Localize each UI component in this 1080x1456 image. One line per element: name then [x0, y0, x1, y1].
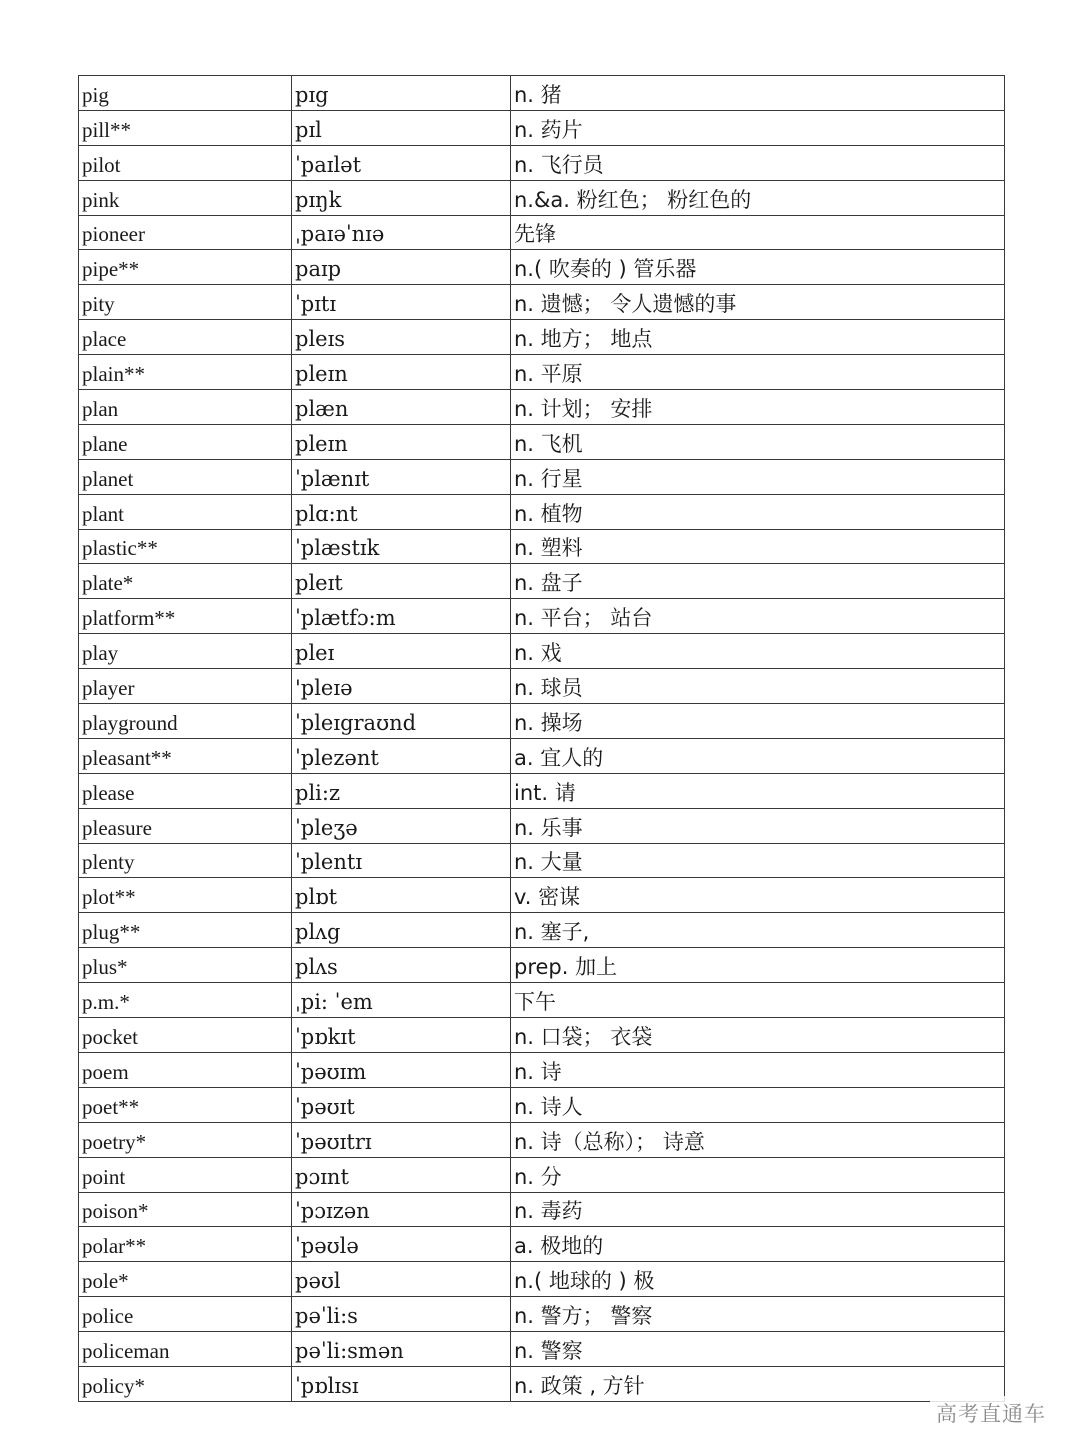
definition-cell: a. 极地的	[511, 1227, 1005, 1262]
definition-cell: n. 口袋； 衣袋	[511, 1018, 1005, 1053]
table-row	[79, 913, 1005, 948]
phonetic-cell: ˌpaɪəˈnɪə	[292, 215, 511, 250]
word-cell: play	[79, 634, 292, 669]
phonetic-cell: pɪg	[292, 76, 511, 111]
phonetic-cell: pɔɪnt	[292, 1157, 511, 1192]
definition-cell: n. 大量	[511, 843, 1005, 878]
table-row	[79, 494, 1005, 529]
table-row	[79, 808, 1005, 843]
word-cell: policeman	[79, 1332, 292, 1367]
phonetic-cell: pleɪs	[292, 320, 511, 355]
word-cell: plant	[79, 494, 292, 529]
phonetic-cell: pleɪn	[292, 424, 511, 459]
word-cell: planet	[79, 459, 292, 494]
table-row	[79, 110, 1005, 145]
word-cell: poetry*	[79, 1122, 292, 1157]
word-cell: plane	[79, 424, 292, 459]
definition-cell: n. 飞行员	[511, 145, 1005, 180]
phonetic-cell: pleɪ	[292, 634, 511, 669]
table-row	[79, 215, 1005, 250]
word-cell: pilot	[79, 145, 292, 180]
phonetic-cell: pli:z	[292, 773, 511, 808]
table-row	[79, 285, 1005, 320]
word-cell: plate*	[79, 564, 292, 599]
definition-cell: n. 乐事	[511, 808, 1005, 843]
word-cell: platform**	[79, 599, 292, 634]
table-row	[79, 1052, 1005, 1087]
definition-cell: n. 地方； 地点	[511, 320, 1005, 355]
phonetic-cell: ˈpaɪlət	[292, 145, 511, 180]
table-row	[79, 878, 1005, 913]
definition-cell: n. 平原	[511, 355, 1005, 390]
table-row	[79, 424, 1005, 459]
table-row	[79, 145, 1005, 180]
word-cell: plan	[79, 390, 292, 425]
word-cell: pioneer	[79, 215, 292, 250]
definition-cell: n. 塞子,	[511, 913, 1005, 948]
table-row	[79, 1262, 1005, 1297]
phonetic-cell: pleɪn	[292, 355, 511, 390]
table-row	[79, 1227, 1005, 1262]
vocabulary-table-body	[79, 76, 1005, 1402]
table-row	[79, 1087, 1005, 1122]
word-cell: pity	[79, 285, 292, 320]
table-row	[79, 1366, 1005, 1401]
table-row	[79, 390, 1005, 425]
definition-cell: n. 诗（总称）； 诗意	[511, 1122, 1005, 1157]
phonetic-cell: pɪl	[292, 110, 511, 145]
definition-cell: n. 球员	[511, 669, 1005, 704]
table-row	[79, 983, 1005, 1018]
table-row	[79, 1332, 1005, 1367]
definition-cell: v. 密谋	[511, 878, 1005, 913]
phonetic-cell: ˈpəʊɪm	[292, 1052, 511, 1087]
definition-cell: n. 警察	[511, 1332, 1005, 1367]
vocabulary-table	[78, 75, 1005, 1402]
word-cell: plastic**	[79, 529, 292, 564]
word-cell: please	[79, 773, 292, 808]
word-cell: plus*	[79, 948, 292, 983]
word-cell: pleasant**	[79, 738, 292, 773]
phonetic-cell: ˈpəʊɪtrɪ	[292, 1122, 511, 1157]
phonetic-cell: plɒt	[292, 878, 511, 913]
phonetic-cell: pəʊl	[292, 1262, 511, 1297]
definition-cell: n. 植物	[511, 494, 1005, 529]
table-row	[79, 599, 1005, 634]
definition-cell: n. 警方； 警察	[511, 1297, 1005, 1332]
definition-cell: n. 戏	[511, 634, 1005, 669]
phonetic-cell: paɪp	[292, 250, 511, 285]
word-cell: pink	[79, 180, 292, 215]
definition-cell: n.&a. 粉红色； 粉红色的	[511, 180, 1005, 215]
word-cell: plot**	[79, 878, 292, 913]
definition-cell: n. 行星	[511, 459, 1005, 494]
word-cell: playground	[79, 704, 292, 739]
definition-cell: n. 药片	[511, 110, 1005, 145]
phonetic-cell: pəˈli:smən	[292, 1332, 511, 1367]
word-cell: p.m.*	[79, 983, 292, 1018]
phonetic-cell: ˈpɪtɪ	[292, 285, 511, 320]
table-row	[79, 320, 1005, 355]
table-row	[79, 704, 1005, 739]
definition-cell: n. 诗	[511, 1052, 1005, 1087]
table-row	[79, 843, 1005, 878]
word-cell: pleasure	[79, 808, 292, 843]
phonetic-cell: plæn	[292, 390, 511, 425]
word-cell: pocket	[79, 1018, 292, 1053]
table-row	[79, 564, 1005, 599]
table-row	[79, 634, 1005, 669]
phonetic-cell: ˈpəʊɪt	[292, 1087, 511, 1122]
definition-cell: prep. 加上	[511, 948, 1005, 983]
word-cell: plain**	[79, 355, 292, 390]
definition-cell: n. 盘子	[511, 564, 1005, 599]
phonetic-cell: pəˈli:s	[292, 1297, 511, 1332]
phonetic-cell: pɪŋk	[292, 180, 511, 215]
table-row	[79, 1297, 1005, 1332]
phonetic-cell: pleɪt	[292, 564, 511, 599]
phonetic-cell: ˈplentɪ	[292, 843, 511, 878]
definition-cell: n.( 吹奏的 ) 管乐器	[511, 250, 1005, 285]
phonetic-cell: ˈpɔɪzən	[292, 1192, 511, 1227]
word-cell: poet**	[79, 1087, 292, 1122]
phonetic-cell: 'pleɪə	[292, 669, 511, 704]
phonetic-cell: ˈplezənt	[292, 738, 511, 773]
table-row	[79, 738, 1005, 773]
table-row	[79, 250, 1005, 285]
table-row	[79, 76, 1005, 111]
word-cell: pipe**	[79, 250, 292, 285]
word-cell: polar**	[79, 1227, 292, 1262]
table-row	[79, 355, 1005, 390]
phonetic-cell: ˈpleɪgraʊnd	[292, 704, 511, 739]
definition-cell: n. 平台； 站台	[511, 599, 1005, 634]
definition-cell: a. 宜人的	[511, 738, 1005, 773]
phonetic-cell: ˈplæstɪk	[292, 529, 511, 564]
word-cell: policy*	[79, 1366, 292, 1401]
definition-cell: n. 遗憾； 令人遗憾的事	[511, 285, 1005, 320]
definition-cell: n. 操场	[511, 704, 1005, 739]
table-row	[79, 948, 1005, 983]
definition-cell: n. 计划； 安排	[511, 390, 1005, 425]
definition-cell: int. 请	[511, 773, 1005, 808]
phonetic-cell: ˈpɒlɪsɪ	[292, 1366, 511, 1401]
phonetic-cell: ˈpleʒə	[292, 808, 511, 843]
word-cell: poison*	[79, 1192, 292, 1227]
word-cell: player	[79, 669, 292, 704]
definition-cell: n. 分	[511, 1157, 1005, 1192]
definition-cell: n.( 地球的 ) 极	[511, 1262, 1005, 1297]
word-cell: plenty	[79, 843, 292, 878]
phonetic-cell: plʌg	[292, 913, 511, 948]
table-row	[79, 459, 1005, 494]
word-cell: pig	[79, 76, 292, 111]
word-cell: police	[79, 1297, 292, 1332]
definition-cell: n. 飞机	[511, 424, 1005, 459]
table-row	[79, 180, 1005, 215]
definition-cell: 下午	[511, 983, 1005, 1018]
watermark: 高考直通车	[930, 1396, 1052, 1430]
phonetic-cell: ˌpi: ˈem	[292, 983, 511, 1018]
table-row	[79, 1018, 1005, 1053]
table-row	[79, 1157, 1005, 1192]
definition-cell: n. 塑料	[511, 529, 1005, 564]
table-row	[79, 773, 1005, 808]
word-cell: plug**	[79, 913, 292, 948]
definition-cell: n. 毒药	[511, 1192, 1005, 1227]
table-row	[79, 669, 1005, 704]
phonetic-cell: ˈplætfɔ:m	[292, 599, 511, 634]
word-cell: poem	[79, 1052, 292, 1087]
table-row	[79, 1122, 1005, 1157]
phonetic-cell: ˈpəʊlə	[292, 1227, 511, 1262]
word-cell: pole*	[79, 1262, 292, 1297]
word-cell: pill**	[79, 110, 292, 145]
definition-cell: n. 诗人	[511, 1087, 1005, 1122]
phonetic-cell: plɑ:nt	[292, 494, 511, 529]
word-cell: point	[79, 1157, 292, 1192]
phonetic-cell: plʌs	[292, 948, 511, 983]
definition-cell: n. 猪	[511, 76, 1005, 111]
definition-cell: n. 政策 , 方针	[511, 1366, 1005, 1401]
word-cell: place	[79, 320, 292, 355]
phonetic-cell: ˈpɒkɪt	[292, 1018, 511, 1053]
definition-cell: 先锋	[511, 215, 1005, 250]
table-row	[79, 1192, 1005, 1227]
table-row	[79, 529, 1005, 564]
phonetic-cell: ˈplænɪt	[292, 459, 511, 494]
